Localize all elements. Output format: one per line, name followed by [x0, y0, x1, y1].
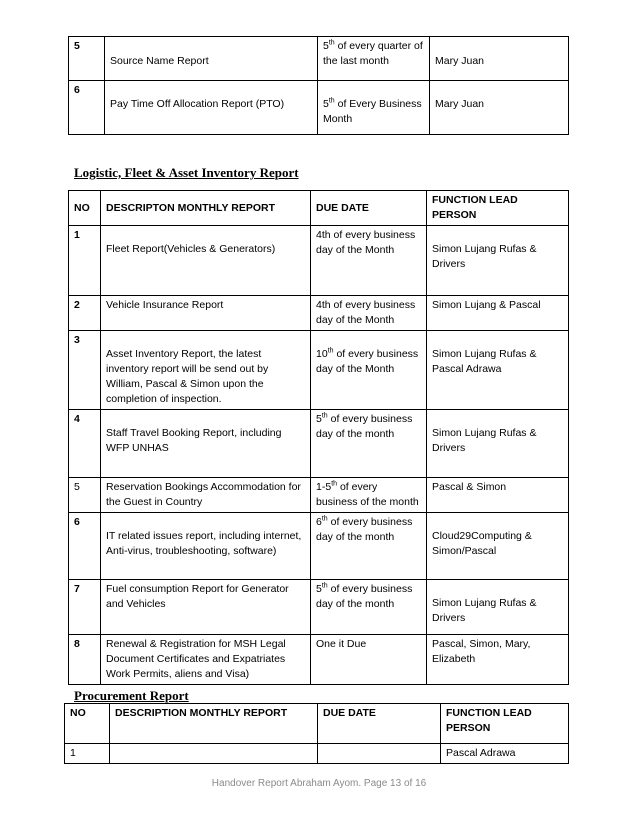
- page-footer: Handover Report Abraham Ayom. Page 13 of 16: [211, 778, 427, 789]
- table-row: [69, 331, 569, 410]
- table-row: [69, 296, 569, 331]
- lead-person: Pascal, Simon, Mary, Elizabeth: [427, 635, 569, 685]
- row-number: 6: [69, 81, 105, 135]
- table-row: [69, 580, 569, 635]
- report-description: Renewal & Registration for MSH Legal Document Certificates and Expatriates Work Permits, aliens and Visa): [101, 635, 311, 685]
- report-description: Fuel consumption Report for Generator and Vehicles: [101, 580, 311, 635]
- table-row: [69, 635, 569, 685]
- lead-person: Pascal & Simon: [427, 478, 569, 513]
- due-date: 4th of every business day of the Month: [311, 296, 427, 331]
- row-number: 8: [69, 635, 101, 685]
- lead-person: Cloud29Computing & Simon/Pascal: [427, 513, 569, 580]
- table-header-row: [65, 704, 569, 744]
- lead-person: Simon Lujang Rufas & Drivers: [427, 410, 569, 478]
- lead-person: Mary Juan: [430, 81, 569, 135]
- table-row: [69, 81, 569, 135]
- section-heading-logistics: Logistic, Fleet & Asset Inventory Report: [74, 165, 299, 180]
- lead-person: Simon Lujang Rufas & Pascal Adrawa: [427, 331, 569, 410]
- report-description: Source Name Report: [105, 37, 318, 81]
- column-header-due-date: DUE DATE: [311, 191, 427, 226]
- row-number: 6: [69, 513, 101, 580]
- lead-person: Simon Lujang Rufas & Drivers: [427, 580, 569, 635]
- row-number: 4: [69, 410, 101, 478]
- report-description: Fleet Report(Vehicles & Generators): [101, 226, 311, 296]
- due-date: One it Due: [311, 635, 427, 685]
- due-date: 5th of every quarter of the last month: [318, 37, 430, 81]
- logistics-report-table: [68, 190, 569, 685]
- report-description: Pay Time Off Allocation Report (PTO): [105, 81, 318, 135]
- column-header-lead: FUNCTION LEAD PERSON: [441, 704, 569, 744]
- due-date: 5th of every business day of the month: [311, 410, 427, 478]
- lead-person: Simon Lujang Rufas & Drivers: [427, 226, 569, 296]
- report-table-continued: [68, 36, 569, 135]
- column-header-no: NO: [69, 191, 101, 226]
- report-description: Asset Inventory Report, the latest inventory report will be send out by William, Pascal & Simon upon the completion of inspection.: [101, 331, 311, 410]
- report-description: Staff Travel Booking Report, including WFP UNHAS: [101, 410, 311, 478]
- table-header-row: [69, 191, 569, 226]
- procurement-report-table: [64, 703, 569, 764]
- due-date: 6th of every business day of the month: [311, 513, 427, 580]
- due-date: 10th of every business day of the Month: [311, 331, 427, 410]
- due-date: 1-5th of every business of the month: [311, 478, 427, 513]
- report-description: Vehicle Insurance Report: [101, 296, 311, 331]
- due-date: 5th of every business day of the month: [311, 580, 427, 635]
- table-row: [69, 226, 569, 296]
- report-description: [110, 744, 318, 764]
- section-heading-procurement: Procurement Report: [74, 688, 189, 703]
- table-row: [69, 410, 569, 478]
- table-row: [69, 513, 569, 580]
- lead-person: Mary Juan: [430, 37, 569, 81]
- column-header-description: DESCRIPTION MONTHLY REPORT: [110, 704, 318, 744]
- column-header-lead: FUNCTION LEAD PERSON: [427, 191, 569, 226]
- row-number: 1: [69, 226, 101, 296]
- table-row: [69, 37, 569, 81]
- report-description: Reservation Bookings Accommodation for the Guest in Country: [101, 478, 311, 513]
- row-number: 5: [69, 478, 101, 513]
- table-row: [65, 744, 569, 764]
- lead-person: Pascal Adrawa: [441, 744, 569, 764]
- table-row: [69, 478, 569, 513]
- row-number: 3: [69, 331, 101, 410]
- row-number: 1: [65, 744, 110, 764]
- column-header-no: NO: [65, 704, 110, 744]
- row-number: 7: [69, 580, 101, 635]
- due-date: 4th of every business day of the Month: [311, 226, 427, 296]
- column-header-due-date: DUE DATE: [318, 704, 441, 744]
- lead-person: Simon Lujang & Pascal: [427, 296, 569, 331]
- column-header-description: DESCRIPTON MONTHLY REPORT: [101, 191, 311, 226]
- row-number: 2: [69, 296, 101, 331]
- row-number: 5: [69, 37, 105, 81]
- report-description: IT related issues report, including internet, Anti-virus, troubleshooting, software): [101, 513, 311, 580]
- due-date: 5th of Every Business Month: [318, 81, 430, 135]
- due-date: [318, 744, 441, 764]
